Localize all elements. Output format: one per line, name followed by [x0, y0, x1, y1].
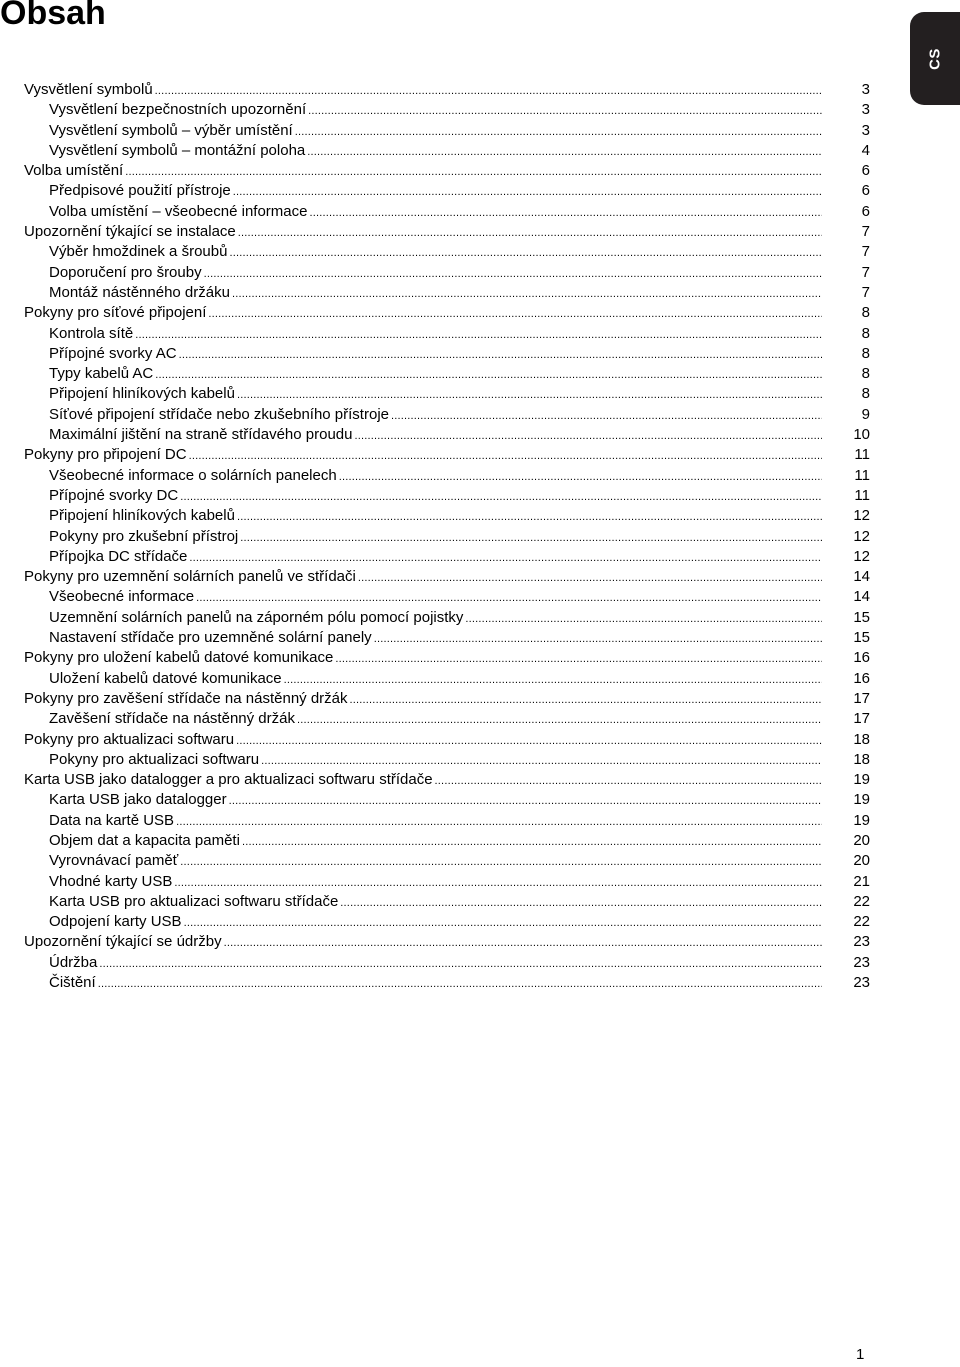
toc-entry[interactable]	[24, 80, 870, 100]
toc-entry[interactable]	[24, 181, 870, 201]
table-of-contents	[24, 80, 870, 993]
toc-entry-page: 7	[861, 243, 870, 261]
toc-entry-title: Vyrovnávací paměť	[49, 852, 179, 870]
toc-entry-title: Uložení kabelů datové komunikace	[49, 669, 282, 687]
toc-dot-leader	[238, 223, 822, 243]
toc-entry-title: Předpisové použití přístroje	[49, 182, 231, 200]
toc-entry[interactable]	[24, 506, 870, 526]
toc-entry-title: Čištění	[49, 974, 96, 992]
toc-entry-page: 16	[853, 649, 870, 667]
toc-entry[interactable]	[24, 222, 870, 242]
toc-entry[interactable]	[24, 161, 870, 181]
toc-dot-leader	[350, 690, 822, 710]
toc-entry-page: 21	[853, 872, 870, 890]
toc-entry-title: Pokyny pro zkušební přístroj	[49, 527, 239, 545]
toc-entry[interactable]	[24, 141, 870, 161]
toc-entry-page: 19	[853, 791, 870, 809]
toc-dot-leader	[237, 385, 822, 405]
toc-entry-page: 17	[853, 689, 870, 707]
toc-entry-title: Vysvětlení bezpečnostních upozornění	[49, 101, 307, 119]
toc-entry-page: 19	[853, 811, 870, 829]
toc-entry-title: Kontrola sítě	[49, 324, 134, 342]
toc-entry-page: 8	[861, 385, 870, 403]
toc-entry-title: Pokyny pro uložení kabelů datové komunikace	[24, 649, 334, 667]
toc-dot-leader	[242, 832, 822, 852]
toc-entry-page: 15	[853, 608, 870, 626]
toc-entry-title: Pokyny pro aktualizaci softwaru	[24, 730, 235, 748]
toc-entry[interactable]	[24, 932, 870, 952]
toc-entry-page: 4	[861, 141, 870, 159]
toc-entry-title: Pokyny pro uzemnění solárních panelů ve střídači	[24, 568, 356, 586]
toc-dot-leader	[233, 182, 822, 202]
toc-entry-title: Údržba	[49, 953, 98, 971]
toc-entry-page: 3	[861, 121, 870, 139]
toc-entry-title: Připojení hliníkových kabelů	[49, 507, 235, 525]
toc-entry[interactable]	[24, 648, 870, 668]
toc-entry[interactable]	[24, 242, 870, 262]
toc-entry-page: 18	[853, 730, 870, 748]
toc-entry-page: 7	[861, 263, 870, 281]
toc-entry-title: Uzemnění solárních panelů na záporném pólu pomocí pojistky	[49, 608, 464, 626]
toc-entry-title: Data na kartě USB	[49, 811, 175, 829]
toc-dot-leader	[297, 710, 822, 730]
toc-entry-page: 6	[861, 182, 870, 200]
page-title: Obsah	[0, 0, 106, 32]
toc-dot-leader	[204, 264, 822, 284]
toc-entry-title: Upozornění týkající se údržby	[24, 933, 222, 951]
toc-entry[interactable]	[24, 912, 870, 932]
toc-dot-leader	[308, 101, 822, 121]
toc-entry-title: Připojení hliníkových kabelů	[49, 385, 235, 403]
toc-entry-page: 3	[861, 81, 870, 98]
toc-entry-page: 11	[854, 486, 870, 504]
toc-entry-page: 8	[861, 344, 870, 362]
toc-entry[interactable]	[24, 811, 870, 831]
toc-entry[interactable]	[24, 303, 870, 323]
toc-dot-leader	[340, 893, 822, 913]
toc-dot-leader	[98, 974, 822, 994]
toc-entry-title: Pokyny pro síťové připojení	[24, 304, 207, 322]
toc-entry-page: 7	[861, 283, 870, 301]
toc-entry[interactable]	[24, 790, 870, 810]
toc-entry-title: Všeobecné informace	[49, 588, 195, 606]
toc-entry-page: 19	[853, 771, 870, 789]
toc-dot-leader	[135, 325, 822, 345]
toc-entry[interactable]	[24, 709, 870, 729]
toc-entry-page: 14	[853, 588, 870, 606]
toc-entry-page: 9	[861, 405, 870, 423]
toc-entry-title: Vysvětlení symbolů – montážní poloha	[49, 141, 306, 159]
toc-entry[interactable]	[24, 628, 870, 648]
toc-entry-page: 20	[853, 831, 870, 849]
toc-dot-leader	[237, 507, 822, 527]
toc-entry[interactable]	[24, 445, 870, 465]
toc-entry[interactable]	[24, 851, 870, 871]
toc-entry-page: 6	[861, 162, 870, 180]
toc-dot-leader	[155, 365, 822, 385]
toc-dot-leader	[335, 649, 822, 669]
toc-entry-title: Pokyny pro zavěšení střídače na nástěnný držák	[24, 689, 348, 707]
toc-dot-leader	[189, 446, 822, 466]
toc-entry[interactable]	[24, 973, 870, 993]
toc-entry[interactable]	[24, 344, 870, 364]
toc-entry-page: 12	[853, 547, 870, 565]
toc-entry-title: Vysvětlení symbolů – výběr umístění	[49, 121, 293, 139]
toc-entry-title: Přípojné svorky DC	[49, 486, 179, 504]
toc-entry[interactable]	[24, 587, 870, 607]
toc-dot-leader	[310, 203, 823, 223]
toc-entry[interactable]	[24, 425, 870, 445]
toc-dot-leader	[261, 751, 822, 771]
toc-entry[interactable]	[24, 100, 870, 120]
toc-entry-title: Přípojka DC střídače	[49, 547, 188, 565]
toc-entry-title: Maximální jištění na straně střídavého proudu	[49, 426, 353, 444]
toc-dot-leader	[391, 406, 822, 426]
toc-entry-title: Vysvětlení symbolů	[24, 81, 153, 98]
toc-dot-leader	[155, 81, 822, 101]
toc-entry[interactable]	[24, 486, 870, 506]
toc-entry[interactable]	[24, 283, 870, 303]
toc-entry-page: 23	[853, 974, 870, 992]
toc-entry[interactable]	[24, 953, 870, 973]
toc-entry[interactable]	[24, 892, 870, 912]
toc-dot-leader	[358, 568, 822, 588]
toc-entry-title: Nastavení střídače pro uzemněné solární panely	[49, 629, 372, 647]
toc-dot-leader	[99, 954, 822, 974]
toc-entry-page: 16	[853, 669, 870, 687]
toc-dot-leader	[180, 487, 822, 507]
toc-entry[interactable]	[24, 202, 870, 222]
toc-dot-leader	[236, 731, 822, 751]
toc-dot-leader	[465, 609, 822, 629]
toc-entry[interactable]	[24, 527, 870, 547]
toc-dot-leader	[180, 852, 822, 872]
toc-dot-leader	[184, 913, 822, 933]
toc-entry-page: 8	[861, 365, 870, 383]
toc-entry[interactable]	[24, 384, 870, 404]
toc-entry[interactable]	[24, 121, 870, 141]
toc-dot-leader	[189, 548, 822, 568]
toc-entry-page: 22	[853, 913, 870, 931]
toc-entry-page: 8	[861, 304, 870, 322]
toc-entry-title: Upozornění týkající se instalace	[24, 223, 236, 241]
toc-entry-page: 20	[853, 852, 870, 870]
toc-entry-title: Typy kabelů AC	[49, 365, 154, 383]
toc-entry-page: 11	[854, 446, 870, 464]
toc-entry-title: Síťové připojení střídače nebo zkušebního přístroje	[49, 405, 389, 423]
toc-entry[interactable]	[24, 750, 870, 770]
toc-dot-leader	[176, 812, 822, 832]
toc-entry-page: 17	[853, 710, 870, 728]
toc-entry[interactable]	[24, 263, 870, 283]
toc-entry-title: Výběr hmoždinek a šroubů	[49, 243, 228, 261]
toc-dot-leader	[125, 162, 822, 182]
toc-entry-page: 15	[853, 629, 870, 647]
toc-entry-title: Zavěšení střídače na nástěnný držák	[49, 710, 295, 728]
toc-entry-page: 12	[853, 507, 870, 525]
toc-entry-page: 11	[854, 466, 870, 484]
toc-dot-leader	[284, 670, 822, 690]
language-tab-label: CS	[926, 47, 944, 70]
toc-entry-title: Doporučení pro šrouby	[49, 263, 202, 281]
toc-entry[interactable]	[24, 364, 870, 384]
toc-dot-leader	[240, 528, 822, 548]
toc-dot-leader	[229, 791, 822, 811]
toc-entry[interactable]	[24, 689, 870, 709]
toc-entry-title: Karta USB jako datalogger a pro aktualizaci softwaru střídače	[24, 771, 433, 789]
toc-entry-title: Odpojení karty USB	[49, 913, 182, 931]
toc-entry-title: Karta USB pro aktualizaci softwaru střídače	[49, 892, 339, 910]
toc-dot-leader	[355, 426, 823, 446]
toc-dot-leader	[174, 873, 822, 893]
toc-dot-leader	[208, 304, 822, 324]
toc-entry-page: 18	[853, 750, 870, 768]
toc-dot-leader	[224, 933, 822, 953]
toc-entry[interactable]	[24, 730, 870, 750]
toc-entry[interactable]	[24, 669, 870, 689]
toc-entry-title: Vhodné karty USB	[49, 872, 173, 890]
toc-entry-page: 12	[853, 527, 870, 545]
toc-entry[interactable]	[24, 547, 870, 567]
toc-entry-title: Karta USB jako datalogger	[49, 791, 227, 809]
toc-entry-page: 8	[861, 324, 870, 342]
toc-entry-page: 3	[861, 101, 870, 119]
toc-entry-title: Pokyny pro aktualizaci softwaru	[49, 750, 260, 768]
toc-entry-title: Všeobecné informace o solárních panelech	[49, 466, 337, 484]
toc-entry[interactable]	[24, 567, 870, 587]
toc-entry-page: 6	[861, 202, 870, 220]
page-number: 1	[856, 1346, 865, 1363]
toc-dot-leader	[229, 243, 822, 263]
toc-entry[interactable]	[24, 872, 870, 892]
toc-entry[interactable]	[24, 831, 870, 851]
toc-entry[interactable]	[24, 770, 870, 790]
language-tab	[910, 12, 960, 105]
toc-entry[interactable]	[24, 466, 870, 486]
toc-entry-title: Volba umístění – všeobecné informace	[49, 202, 308, 220]
toc-entry-title: Pokyny pro připojení DC	[24, 446, 187, 464]
toc-entry-title: Přípojné svorky AC	[49, 344, 177, 362]
toc-entry-title: Montáž nástěnného držáku	[49, 283, 230, 301]
toc-dot-leader	[232, 284, 822, 304]
toc-entry-page: 7	[861, 223, 870, 241]
toc-entry-page: 22	[853, 892, 870, 910]
toc-dot-leader	[374, 629, 822, 649]
toc-dot-leader	[307, 142, 822, 162]
toc-entry-page: 14	[853, 568, 870, 586]
toc-dot-leader	[295, 122, 822, 142]
toc-entry[interactable]	[24, 405, 870, 425]
toc-entry-title: Objem dat a kapacita paměti	[49, 831, 240, 849]
toc-dot-leader	[196, 588, 822, 608]
toc-dot-leader	[435, 771, 822, 791]
toc-dot-leader	[339, 467, 822, 487]
toc-dot-leader	[179, 345, 822, 365]
toc-entry-page: 10	[853, 426, 870, 444]
toc-entry-page: 23	[853, 953, 870, 971]
toc-entry[interactable]	[24, 324, 870, 344]
toc-entry-page: 23	[853, 933, 870, 951]
toc-entry[interactable]	[24, 608, 870, 628]
toc-entry-title: Volba umístění	[24, 162, 124, 180]
